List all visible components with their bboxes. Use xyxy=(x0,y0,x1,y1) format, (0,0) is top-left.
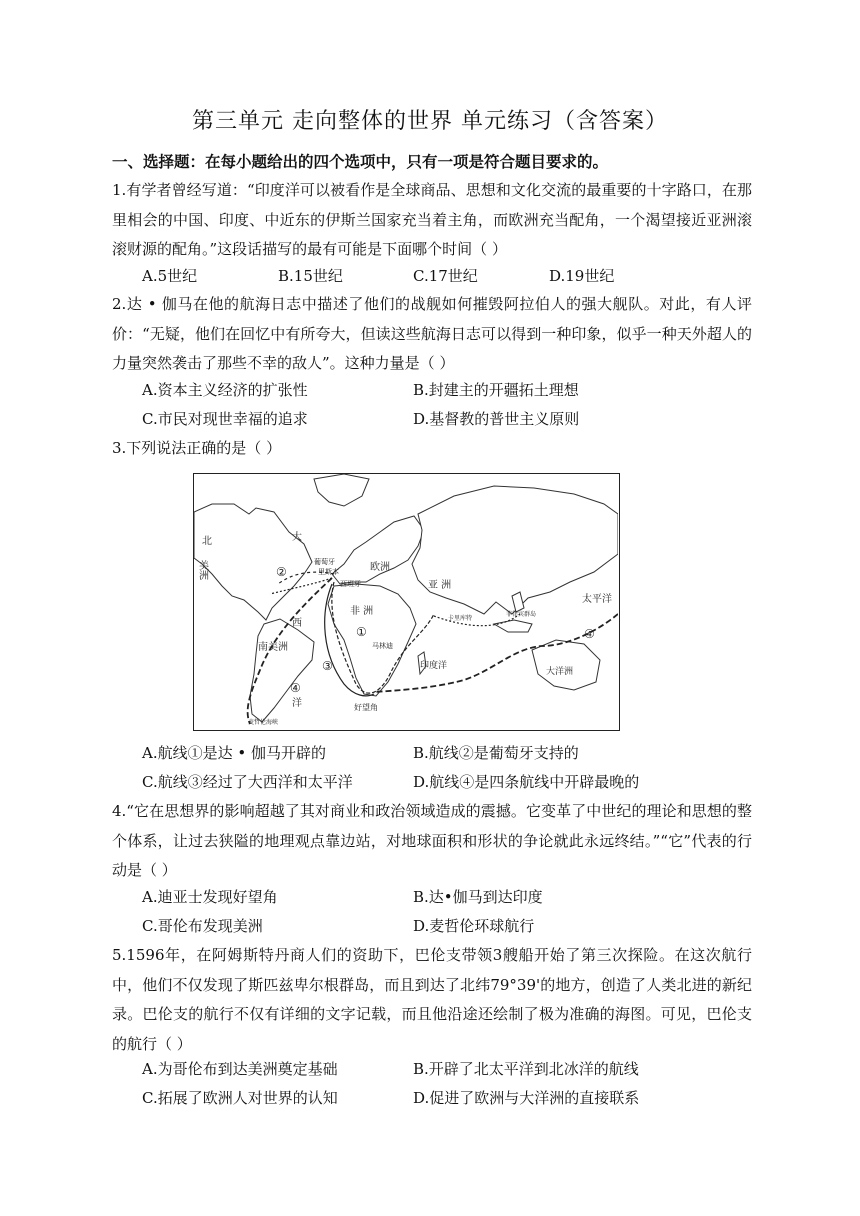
map-label-nanmeizhou: 南美洲 xyxy=(258,642,288,653)
q4-option-b[interactable]: B.达•伽马到达印度 xyxy=(413,888,543,906)
map-label-yang: 洋 xyxy=(292,698,302,709)
map-label-feizhou: 非 洲 xyxy=(350,606,374,617)
q5-option-a[interactable]: A.为哥伦布到达美洲奠定基础 xyxy=(142,1060,338,1078)
greenland-shape xyxy=(314,474,369,506)
q3-option-d[interactable]: D.航线④是四条航线中开辟最晚的 xyxy=(413,773,640,791)
q1-option-d[interactable]: D.19世纪 xyxy=(549,267,615,285)
q3-option-b[interactable]: B.航线②是葡萄牙支持的 xyxy=(413,744,579,762)
map-label-feilvbin: 菲律宾群岛 xyxy=(506,611,537,618)
q5-option-b[interactable]: B.开辟了北太平洋到北冰洋的航线 xyxy=(413,1060,639,1078)
route-marker-4-west: ④ xyxy=(290,681,301,695)
map-label-da: 大 xyxy=(292,532,302,543)
map-label-yinduyang: 印度洋 xyxy=(420,661,448,671)
q2-option-b[interactable]: B.封建主的开疆拓土理想 xyxy=(413,381,579,399)
q4-option-d[interactable]: D.麦哲伦环球航行 xyxy=(413,917,535,935)
section-heading: 一、选择题：在每小题给出的四个选项中，只有一项是符合题目要求的。 xyxy=(112,152,609,171)
map-label-ouzhou: 欧洲 xyxy=(370,562,390,573)
q1-option-a[interactable]: A.5世纪 xyxy=(142,267,198,285)
q3-option-c[interactable]: C.航线③经过了大西洋和太平洋 xyxy=(142,773,353,791)
map-label-malindi: 马林迪 xyxy=(372,642,393,650)
q4-option-a[interactable]: A.迪亚士发现好望角 xyxy=(142,888,278,906)
map-label-taipingyang: 太平洋 xyxy=(582,594,612,605)
q2-option-a[interactable]: A.资本主义经济的扩张性 xyxy=(142,381,308,399)
map-label-haowangjiao: 好望角 xyxy=(354,703,378,712)
route-marker-3: ③ xyxy=(322,659,333,673)
q3-option-a[interactable]: A.航线①是达 • 伽马开辟的 xyxy=(142,744,326,762)
map-label-meizhou: 美洲 xyxy=(196,560,208,580)
map-label-putaoya: 葡萄牙 xyxy=(314,558,335,566)
q1-option-b[interactable]: B.15世纪 xyxy=(278,267,343,285)
map-label-maizhelun: 麦哲伦海峡 xyxy=(248,719,279,726)
question-2-stem: 2.达 • 伽马在他的航海日志中描述了他们的战舰如何摧毁阿拉伯人的强大舰队。对此，有人评价：“无疑，他们在回忆中有所夸大，但读这些航海日志可以得到一种印象，似乎一种天外超人的力量突然袭击了那些不幸的敌人”。这种力量是（ ） xyxy=(112,295,752,372)
map-label-bei: 北 xyxy=(202,536,212,547)
question-1-stem: 1.有学者曾经写道：“印度洋可以被看作是全球商品、思想和文化交流的最重要的十字路口，在那里相会的中国、印度、中近东的伊斯兰国家充当着主角，而欧洲充当配角，一个渴望接近亚洲滚滚财源的配角。”这段话描写的最有可能是下面哪个时间（ ） xyxy=(112,181,752,258)
map-label-xibanya: 西班牙 xyxy=(340,580,361,588)
question-5-stem: 5.1596年，在阿姆斯特丹商人们的资助下，巴伦支带领3艘船开始了第三次探险。在这次航行中，他们不仅发现了斯匹兹卑尔根群岛，而且到达了北纬79°39'的地方，创造了人类北进的新纪录。巴伦支的航行不仅有详细的文字记载，而且他沿途还绘制了极为准确的海图。可见，巴伦支的航行（ ） xyxy=(112,946,752,1053)
q2-option-d[interactable]: D.基督教的普世主义原则 xyxy=(413,410,580,428)
indonesia-shape xyxy=(494,620,532,632)
north-america-shape xyxy=(194,504,312,620)
route-map-svg xyxy=(194,474,618,729)
q1-option-c[interactable]: C.17世纪 xyxy=(413,267,478,285)
page-title: 第三单元 走向整体的世界 单元练习（含答案） xyxy=(192,109,668,134)
q2-option-c[interactable]: C.市民对现世幸福的追求 xyxy=(142,410,308,428)
route-marker-1: ① xyxy=(356,625,367,639)
map-label-lisiben: 里斯本 xyxy=(318,568,339,576)
q5-option-c[interactable]: C.拓展了欧洲人对世界的认知 xyxy=(142,1089,338,1107)
route-marker-4-east: ④ xyxy=(584,627,595,641)
question-3-stem: 3.下列说法正确的是（ ） xyxy=(112,439,282,457)
q4-option-c[interactable]: C.哥伦布发现美洲 xyxy=(142,917,263,935)
route-marker-2: ② xyxy=(276,565,287,579)
world-route-map xyxy=(193,473,620,731)
map-label-yazhou: 亚 洲 xyxy=(428,580,452,591)
australia-shape xyxy=(532,640,600,690)
map-label-xi: 西 xyxy=(292,618,302,629)
map-label-dayangzhou: 大洋洲 xyxy=(546,667,574,677)
question-4-stem: 4.“它在思想界的影响超越了其对商业和政治领域造成的震撼。它变革了中世纪的理论和思想的整个体系，让过去狭隘的地理观点靠边站，对地球面积和形状的争论就此永远终结。”“它”代表的行动是（ ） xyxy=(112,802,752,879)
map-label-kalikate: 卡里库特 xyxy=(448,615,473,622)
q5-option-d[interactable]: D.促进了欧洲与大洋洲的直接联系 xyxy=(413,1089,640,1107)
europe-shape xyxy=(332,516,424,584)
